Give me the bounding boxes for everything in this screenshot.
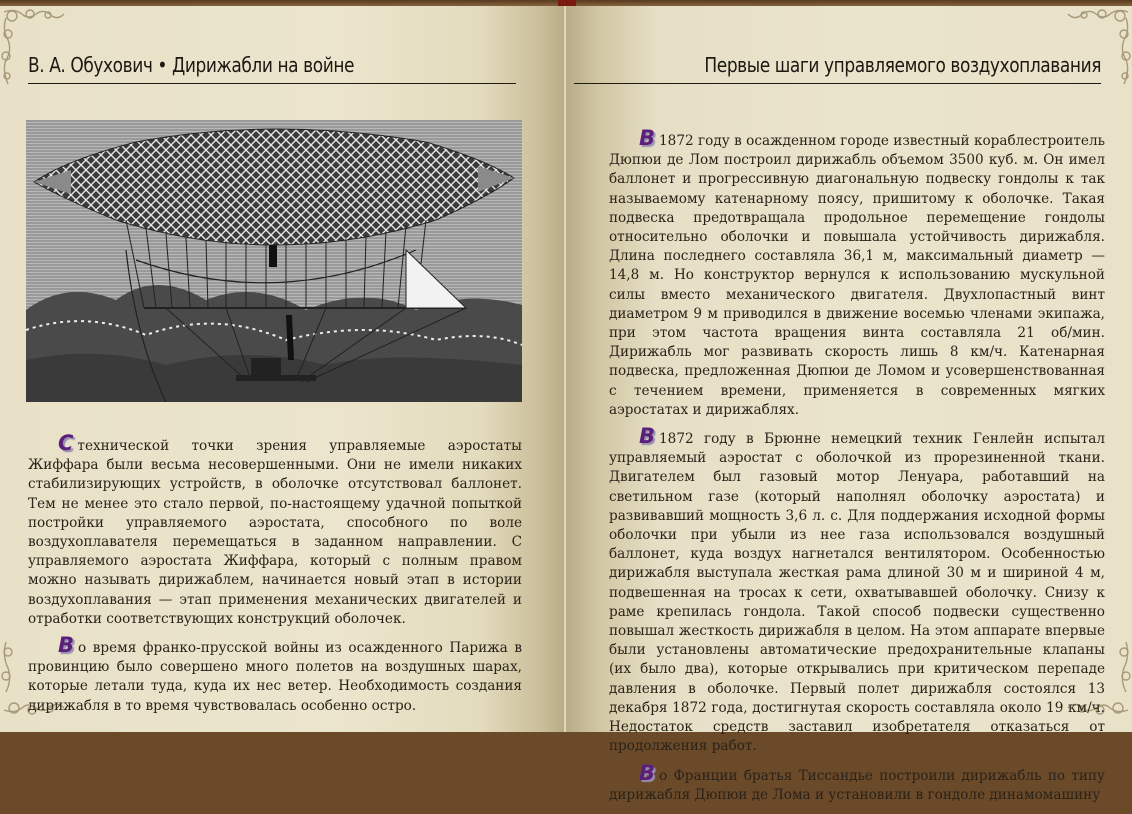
- paragraph: [28, 633, 522, 716]
- page-header-chapter-title: Первые шаги управляемого воздухоплавания: [574, 53, 1101, 84]
- paragraph-text: технической точки зрения управляемые аэростаты Жиффара были весьма несовершенными. Они не имели никаких стабилизирующих устройств, в оболочке отсутствовал баллонет. Тем не менее это стало первой, по-настоящему удачной попыткой постройки управляемого аэростата, способного по воле воздухоплавателя перемещаться в заданном направлении. С управляемого аэростата Жиффара, который с полным правом можно называть дирижаблем, начинается новый этап в истории воздухоплавания — этап применения механических двигателей и отработки соответствующих конструкций оболочек.: [28, 438, 522, 627]
- left-page-body: [28, 431, 522, 725]
- dropcap: В: [639, 126, 656, 150]
- left-page: [0, 6, 566, 732]
- page-header-author-title: В. А. Обухович • Дирижабли на войне: [28, 53, 516, 84]
- paragraph: [609, 424, 1105, 756]
- paragraph: [609, 760, 1105, 805]
- right-page-body: [609, 126, 1105, 814]
- paragraph-text: 1872 году в Брюнне немецкий техник Генлейн испытал управляемый аэростат с оболочкой из прорезиненной ткани. Двигателем был газовый мотор Ленуара, работавший на светильном газе (который наполнял оболочку аэростата) и развивавший мощность 3,6 л. с. Для поддержания исходной формы оболочки при убыли из нее газа использовался воздушный баллонет, куда воздух нагнетался вентилятором. Особенностью дирижабля выступала жесткая рама длиной 30 м и шириной 4 м, подвешенная на тросах к сети, охватывавшей оболочку. Снизу к раме крепилась гондола. Такой способ подвески существенно повышал жесткость дирижабля в целом. На этом аппарате впервые были установлены автоматические предохранительные клапаны (их было два), которые открывались при критическом перепаде давления в оболочке. Первый полет дирижабля состоялся 13 декабря 1872 года, достигнутая скорость составляла около 19 км/ч. Недостаток средств заставил изобретателя отказаться от продолжения работ.: [609, 431, 1105, 755]
- paragraph-text: о Франции братья Тиссандье построили дирижабль по типу дирижабля Дюпюи де Лома и установили в гондоле динамомашину: [609, 767, 1105, 803]
- dropcap: В: [639, 424, 656, 449]
- paragraph: [28, 431, 522, 629]
- right-page: [566, 6, 1132, 803]
- airship-illustration: [26, 120, 522, 402]
- dropcap: В: [639, 760, 656, 785]
- paragraph-text: 1872 году в осажденном городе известный кораблестроитель Дюпюи де Лом построил дирижабль объемом 3500 куб. м. Он имел баллонет и прогрессивную диагональную подвеску гондолы к так называемому катенарному поясу, пришитому к оболочке. Такая подвеска предотвращала продольное перемещение гондолы относительно оболочки и повышала устойчивость дирижабля. Длина последнего составляла 36,1 м, максимальный диаметр — 14,8 м. Но конструктор вернулся к использованию мускульной силы вместо механического двигателя. Двухлопастный винт диаметром 9 м приводился в движение восемью членами экипажа, при этом частота вращения винта составляла 21 об/мин. Дирижабль мог развивать скорость лишь 8 км/ч. Катенарная подвеска, предложенная Дюпюи де Ломом и усовершенствованная с течением времени, применяется в современных мягких аэростатах и дирижаблях.: [609, 133, 1105, 418]
- paragraph-text: о время франко-прусской войны из осажденного Парижа в провинцию было совершено много полетов на воздушных шарах, которые летали туда, куда их нес ветер. Необходимость создания дирижабля в то время чувствовалась особенно остро.: [28, 640, 522, 714]
- dropcap: В: [58, 633, 75, 658]
- paragraph: [609, 126, 1105, 420]
- dropcap: С: [58, 431, 74, 455]
